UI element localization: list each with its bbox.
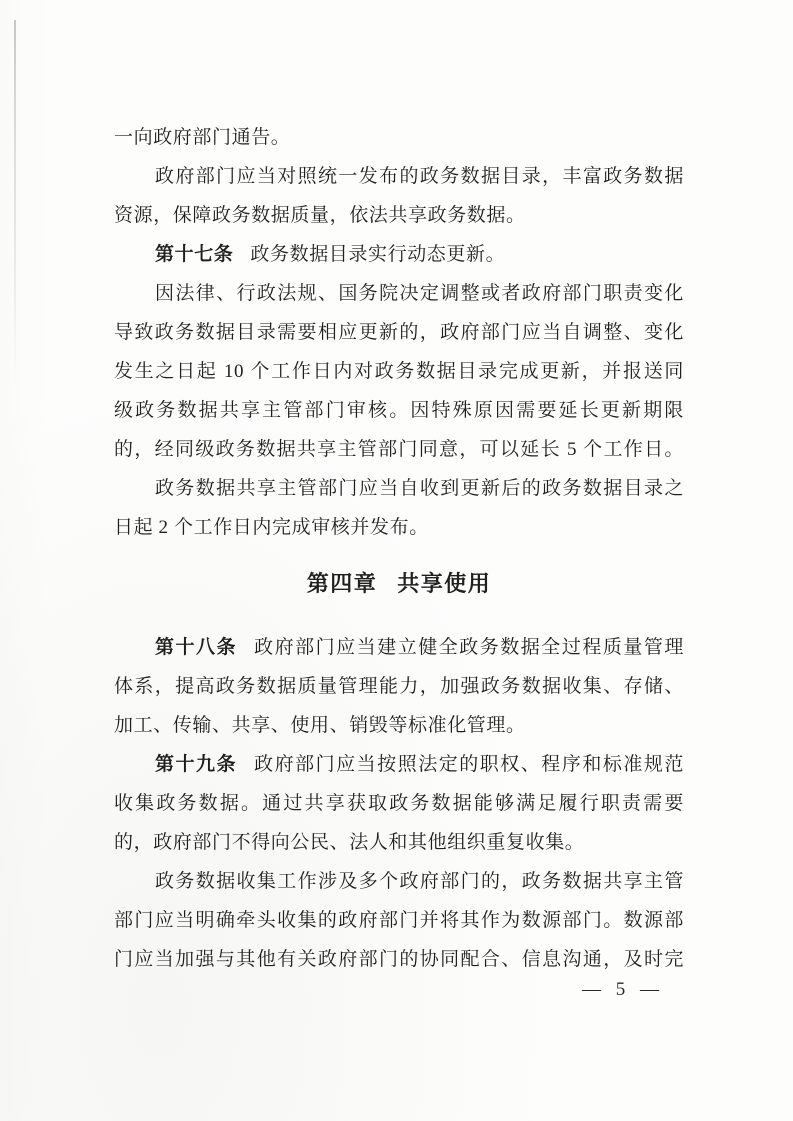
line-text: 因法律、行政法规、国务院决定调整或者政府部门职责变化 <box>155 283 684 304</box>
line-text: 资源，保障政务数据质量，依法共享政务数据。 <box>114 205 526 226</box>
text-line <box>114 901 684 940</box>
text-line <box>114 745 684 784</box>
text-line <box>114 628 684 667</box>
line-text: 收集政务数据。通过共享获取政务数据能够满足履行职责需要 <box>114 793 684 814</box>
article-number: 第十九条 <box>155 754 238 775</box>
line-text: 政府部门应当按照法定的职权、程序和标准规范 <box>254 754 684 775</box>
text-line <box>114 157 684 196</box>
text-line <box>114 274 684 313</box>
chapter-heading <box>114 564 684 603</box>
scan-artifact-line <box>14 20 16 385</box>
chapter-number: 第四章 <box>306 571 378 596</box>
line-text: 级政务数据共享主管部门审核。因特殊原因需要延长更新期限 <box>114 400 684 421</box>
text-line <box>114 508 684 547</box>
text-line <box>114 469 684 508</box>
page-number: — 5 — <box>582 979 664 1000</box>
text-line <box>114 706 684 745</box>
line-text: 的，政府部门不得向公民、法人和其他组织重复收集。 <box>114 832 585 853</box>
text-line <box>114 823 684 862</box>
document-body <box>114 118 684 979</box>
text-line <box>114 430 684 469</box>
text-line <box>114 784 684 823</box>
line-text: 的，经同级政务数据共享主管部门同意，可以延长 5 个工作日。 <box>114 439 684 460</box>
text-line <box>114 940 684 979</box>
line-text: 发生之日起 10 个工作日内对政务数据目录完成更新，并报送同 <box>114 361 684 382</box>
line-text: 政务数据目录实行动态更新。 <box>250 244 506 265</box>
line-text: 一向政府部门通告。 <box>114 127 291 148</box>
line-text: 导致政务数据目录需要相应更新的，政府部门应当自调整、变化 <box>114 322 684 343</box>
text-line <box>114 667 684 706</box>
text-line <box>114 313 684 352</box>
text-line <box>114 352 684 391</box>
line-text: 政务数据收集工作涉及多个政府部门的，政务数据共享主管 <box>155 871 684 892</box>
line-text: 日起 2 个工作日内完成审核并发布。 <box>114 517 429 538</box>
line-text: 政府部门应当建立健全政务数据全过程质量管理 <box>254 637 684 658</box>
article-number: 第十七条 <box>155 244 234 265</box>
text-line <box>114 862 684 901</box>
line-text: 政府部门应当对照统一发布的政务数据目录，丰富政务数据 <box>155 166 684 187</box>
text-line <box>114 196 684 235</box>
line-text: 部门应当明确牵头收集的政府部门并将其作为数源部门。数源部 <box>114 910 684 931</box>
line-text: 政务数据共享主管部门应当自收到更新后的政务数据目录之 <box>155 478 684 499</box>
chapter-title: 共享使用 <box>397 571 492 596</box>
text-line <box>114 118 684 157</box>
text-line <box>114 235 684 274</box>
text-line <box>114 391 684 430</box>
article-number: 第十八条 <box>155 637 238 658</box>
line-text: 加工、传输、共享、使用、销毁等标准化管理。 <box>114 715 526 736</box>
line-text: 体系，提高政务数据质量管理能力，加强政务数据收集、存储、 <box>114 676 684 697</box>
line-text: 门应当加强与其他有关政府部门的协同配合、信息沟通，及时完 <box>114 949 684 970</box>
